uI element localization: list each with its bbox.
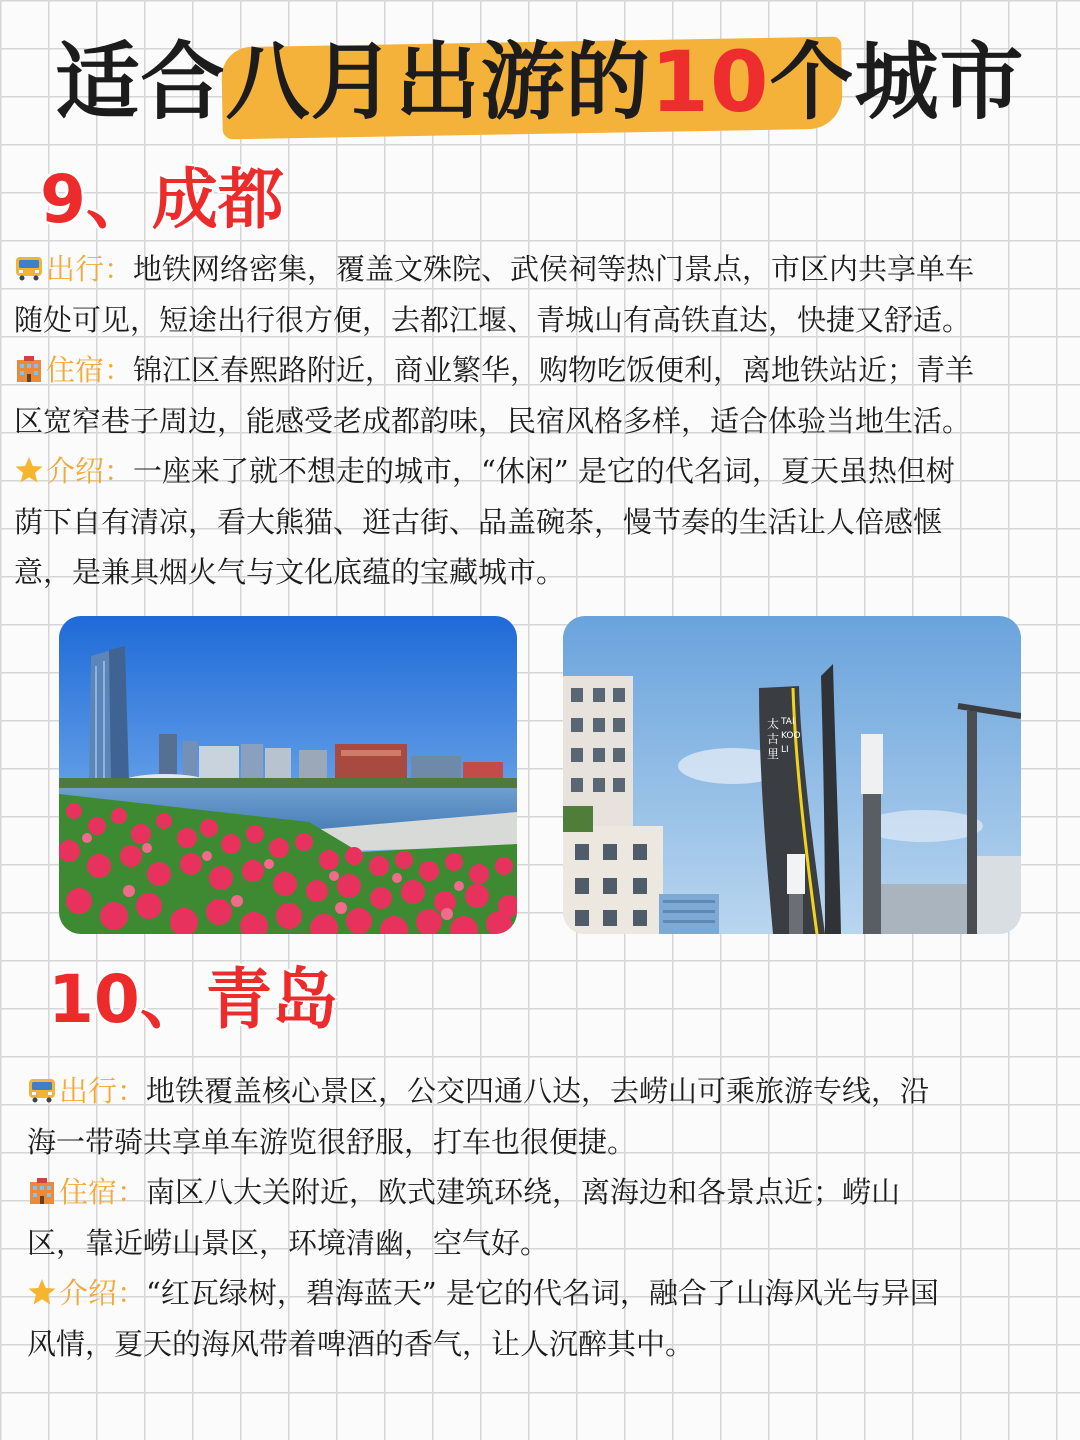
chengdu-intro-line-3: 意，是兼具烟火气与文化底蕴的宝藏城市。: [14, 555, 566, 589]
chengdu-lodging-label: 住宿：: [46, 353, 134, 387]
chengdu-lodging-line-2: 区宽窄巷子周边，能感受老成都韵味，民宿风格多样，适合体验当地生活。: [14, 403, 972, 438]
qingdao-info: [27, 1066, 939, 1369]
qingdao-lodging-line-2: 区，靠近崂山景区，环境清幽，空气好。: [27, 1225, 550, 1260]
chengdu-lodging-line-1: [14, 345, 974, 396]
title-number: 10: [650, 33, 770, 131]
bus-icon: [14, 253, 44, 283]
qingdao-lodging-text-1: 南区八大关附近，欧式建筑环绕，离海边和各景点近；崂山: [146, 1175, 901, 1209]
page-title: [0, 32, 1080, 132]
qingdao-lodging-line-1: [27, 1167, 939, 1218]
sign-zh: 太古里: [767, 717, 780, 761]
chengdu-taikooli-photo: [563, 616, 1021, 934]
title-prefix: 适合八月出游的: [55, 33, 651, 131]
qingdao-transport-text-1: 地铁覆盖核心景区，公交四通八达，去崂山可乘旅游专线，沿: [146, 1074, 930, 1108]
chengdu-heading: 9、成都: [40, 161, 284, 238]
chengdu-transport-label: 出行：: [46, 252, 134, 286]
qingdao-heading: 10、青岛: [48, 961, 338, 1038]
qingdao-lodging-label: 住宿：: [59, 1175, 147, 1209]
chengdu-lodging-text-1: 锦江区春熙路附近，商业繁华，购物吃饭便利，离地铁站近；青羊: [133, 353, 975, 387]
star-icon: [27, 1277, 57, 1307]
chengdu-transport-line-1: [14, 244, 974, 295]
bus-icon: [27, 1075, 57, 1105]
chengdu-transport-text-1: 地铁网络密集，覆盖文殊院、武侯祠等热门景点，市区内共享单车: [133, 252, 975, 286]
chengdu-info: [14, 244, 974, 598]
sign-en: TAI KOO LI: [781, 717, 801, 755]
title-suffix: 个城市: [769, 33, 1025, 131]
qingdao-transport-label: 出行：: [59, 1074, 147, 1108]
chengdu-transport-line-2: 随处可见，短途出行很方便，去都江堰、青城山有高铁直达，快捷又舒适。: [14, 302, 972, 337]
chengdu-intro-line-1: [14, 446, 974, 497]
star-icon: [14, 455, 44, 485]
chengdu-intro-text-1: 一座来了就不想走的城市，“休闲” 是它的代名词，夏天虽热但树: [133, 454, 955, 488]
qingdao-intro-line-2: 风情，夏天的海风带着啤酒的香气，让人沉醉其中。: [27, 1326, 695, 1361]
taikooli-illustration: [563, 616, 1021, 934]
skyline-illustration: [59, 616, 517, 934]
title-banner: [0, 14, 1080, 134]
chengdu-skyline-photo: [59, 616, 517, 934]
hotel-icon: [14, 354, 44, 384]
qingdao-intro-label: 介绍：: [59, 1276, 147, 1310]
chengdu-intro-line-2: 荫下自有清凉，看大熊猫、逛古街、品盖碗茶，慢节奏的生活让人倍感惬: [14, 504, 943, 539]
chengdu-intro-label: 介绍：: [46, 454, 134, 488]
qingdao-intro-text-1: “红瓦绿树，碧海蓝天” 是它的代名词，融合了山海风光与异国: [146, 1276, 939, 1310]
qingdao-transport-line-1: [27, 1066, 939, 1117]
qingdao-transport-line-2: 海一带骑共享单车游览很舒服，打车也很便捷。: [27, 1124, 637, 1159]
hotel-icon: [27, 1176, 57, 1206]
qingdao-intro-line-1: [27, 1268, 939, 1319]
